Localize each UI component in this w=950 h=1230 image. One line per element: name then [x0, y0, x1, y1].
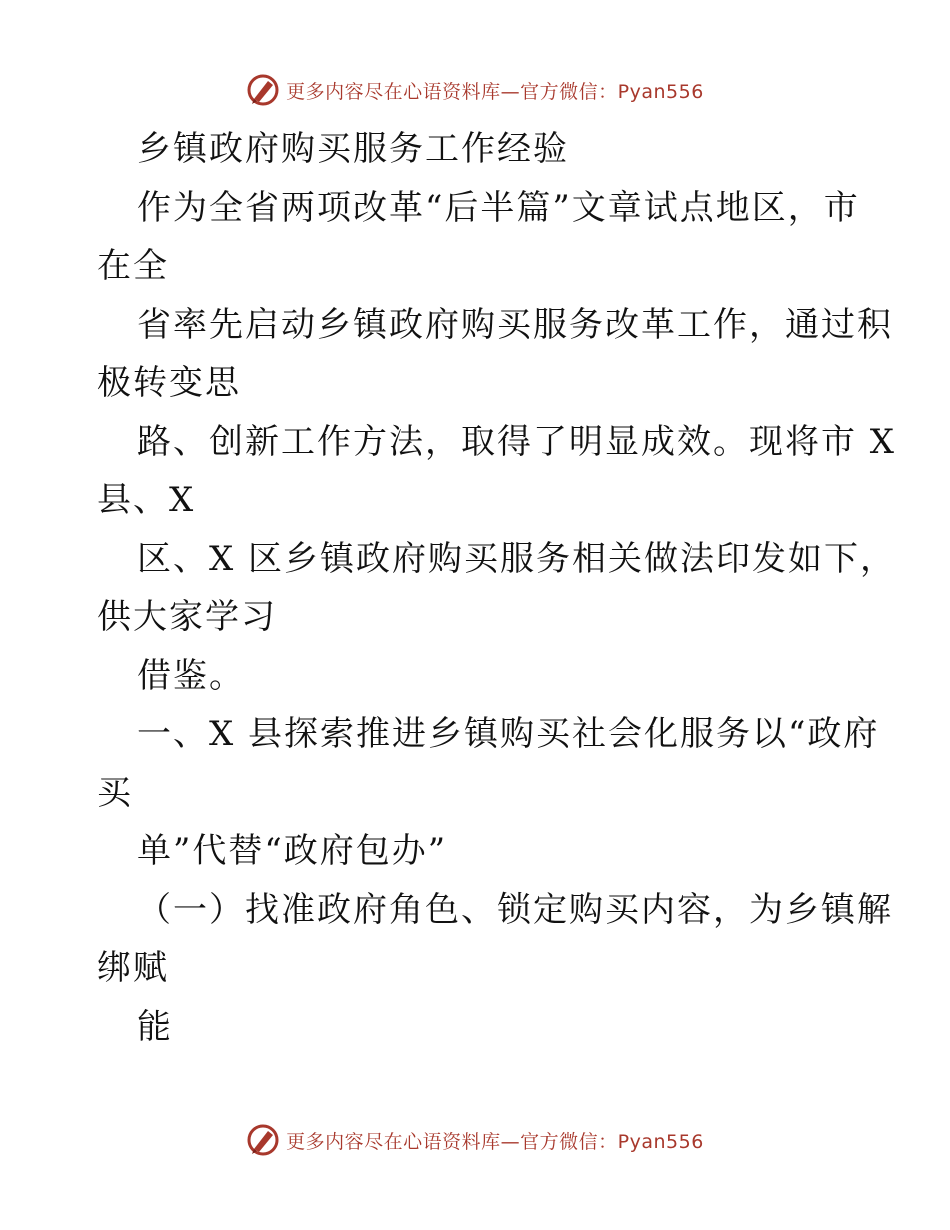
- document-title: 乡镇政府购买服务工作经验: [137, 129, 569, 169]
- document-line: 一、X 县探索推进乡镇购买社会化服务以“政府: [137, 714, 880, 754]
- footer-banner: [0, 1120, 950, 1160]
- pen-logo-icon: [246, 73, 280, 107]
- document-line: （一）找准政府角色、锁定购买内容，为乡镇解: [137, 889, 893, 930]
- document-line: 单”代替“政府包办”: [137, 831, 448, 871]
- header-banner: [0, 70, 950, 110]
- pen-logo-icon: [246, 1123, 280, 1157]
- footer-banner-text: 更多内容尽在心语资料库—官方微信：Pyan556: [286, 1130, 704, 1153]
- document-line: 能: [137, 1006, 173, 1047]
- footer-banner-content: [246, 1123, 704, 1157]
- header-banner-text: 更多内容尽在心语资料库—官方微信：Pyan556: [286, 80, 704, 103]
- document-line: 作为全省两项改革“后半篇”文章试点地区，市: [137, 187, 860, 228]
- document-line: 县、X: [97, 480, 196, 520]
- document-line: 区、X 区乡镇政府购买服务相关做法印发如下，: [137, 538, 897, 579]
- header-banner-content: [246, 73, 704, 107]
- document-line: 供大家学习: [97, 597, 277, 637]
- document-line: 路、创新工作方法，取得了明显成效。现将市 X: [137, 421, 897, 462]
- document-lines: [97, 179, 897, 1057]
- document-body: [97, 120, 897, 1056]
- document-line: 绑赋: [97, 948, 169, 988]
- document-line: 借鉴。: [137, 655, 245, 696]
- document-line: 买: [97, 772, 133, 813]
- document-line: 省率先启动乡镇政府购买服务改革工作，通过积: [137, 304, 893, 345]
- document-line: 在全: [97, 246, 169, 286]
- document-line: 极转变思: [97, 363, 241, 403]
